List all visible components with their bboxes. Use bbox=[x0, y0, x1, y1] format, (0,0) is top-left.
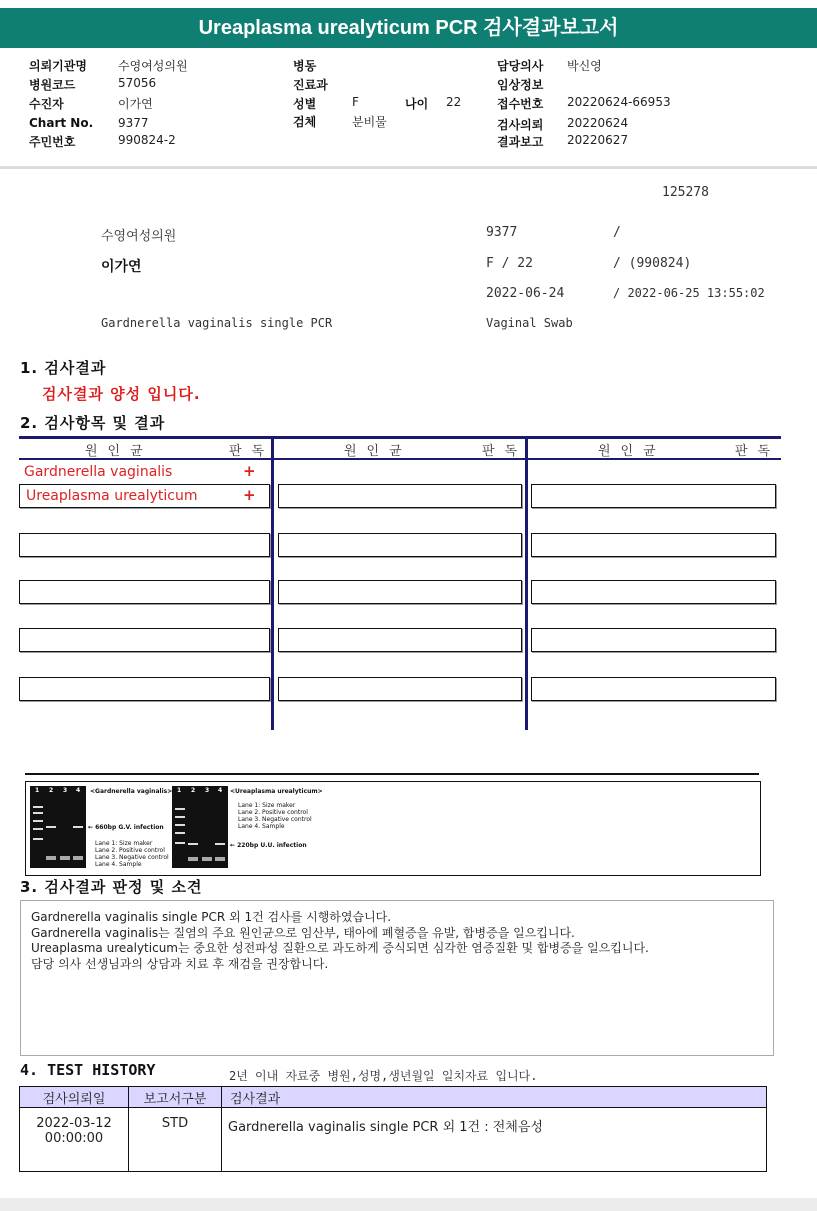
lane-label: 4 bbox=[218, 787, 223, 794]
empty-cell bbox=[19, 580, 270, 604]
gv-band-text: 660bp G.V. infection bbox=[95, 824, 164, 831]
empty-cell bbox=[278, 628, 522, 652]
value-patient: 이가연 bbox=[118, 97, 153, 111]
gv-band-label: ← 660bp G.V. infection bbox=[88, 824, 164, 831]
empty-cell bbox=[531, 580, 776, 604]
meta-date-report: / 2022-06-25 13:55:02 bbox=[613, 286, 765, 300]
gel-band bbox=[175, 842, 185, 844]
result-organism: Ureaplasma urealyticum bbox=[26, 488, 198, 504]
gel-band bbox=[46, 826, 56, 828]
gel-electrophoresis-figure bbox=[25, 781, 761, 876]
section-1-title: 1. 검사결과 bbox=[20, 359, 107, 377]
gel-band bbox=[188, 843, 198, 845]
gv-gel-image bbox=[30, 786, 86, 868]
grid-header-organism: 원인균 bbox=[598, 444, 666, 459]
meta-slash: / bbox=[613, 225, 621, 240]
value-clinic: 수영여성의원 bbox=[118, 59, 188, 73]
patient-header bbox=[0, 50, 817, 169]
label-doctor: 담당의사 bbox=[497, 59, 544, 73]
gv-legend: Lane 1: Size maker Lane 2. Positive control Lane 3. Negative control Lane 4. Sample bbox=[95, 840, 169, 868]
uu-legend: Lane 1: Size maker Lane 2. Positive control Lane 3. Negative control Lane 4. Sample bbox=[238, 802, 312, 830]
meta-chart: 9377 bbox=[486, 225, 518, 240]
gel-band bbox=[175, 832, 185, 834]
remark-line: Gardnerella vaginalis는 질염의 주요 원인균으로 임산부, 태아에 폐혈증을 유발, 합병증을 일으킵니다. bbox=[31, 926, 575, 940]
grid-header-judgement: 판독 bbox=[229, 444, 275, 459]
grid-divider-1 bbox=[271, 436, 274, 730]
uu-gel-image bbox=[172, 786, 228, 868]
label-sex: 성별 bbox=[293, 97, 317, 111]
value-report-date: 20220627 bbox=[567, 133, 629, 147]
gel-band bbox=[175, 808, 185, 810]
gel-band bbox=[215, 843, 225, 845]
value-hospital-code: 57056 bbox=[118, 76, 157, 90]
value-request-date: 20220624 bbox=[567, 116, 629, 130]
label-patient: 수진자 bbox=[29, 97, 64, 111]
gel-band bbox=[46, 856, 56, 860]
value-age: 22 bbox=[446, 95, 462, 109]
lane-label: 2 bbox=[49, 787, 54, 794]
history-date-cell bbox=[20, 1108, 129, 1172]
meta-patient: 이가연 bbox=[101, 259, 142, 275]
meta-sex-age: F / 22 bbox=[486, 256, 533, 271]
gel-band bbox=[215, 857, 225, 861]
gel-band bbox=[33, 806, 43, 808]
history-note: 2년 이내 자료중 병원,성명,생년월일 일치자료 입니다. bbox=[229, 1069, 538, 1083]
empty-cell bbox=[19, 533, 270, 557]
lane-label: 2 bbox=[191, 787, 196, 794]
label-receipt-no: 접수번호 bbox=[497, 97, 544, 111]
meta-birth: / (990824) bbox=[613, 256, 692, 271]
gel-band bbox=[175, 816, 185, 818]
section-3-title: 3. 검사결과 판정 및 소견 bbox=[20, 878, 203, 896]
remarks-box bbox=[20, 900, 774, 1056]
grid-top-line bbox=[19, 436, 781, 439]
lane-label: 3 bbox=[63, 787, 68, 794]
grid-header-organism: 원인균 bbox=[85, 444, 153, 459]
label-report-date: 결과보고 bbox=[497, 135, 544, 149]
meta-date-request: 2022-06-24 bbox=[486, 286, 565, 301]
section-4-title: 4. TEST HISTORY bbox=[20, 1061, 156, 1079]
grid-divider-2 bbox=[525, 436, 528, 730]
result-organism: Gardnerella vaginalis bbox=[24, 464, 173, 480]
section-2-title: 2. 검사항목 및 결과 bbox=[20, 414, 166, 432]
history-header-result: 검사결과 bbox=[222, 1087, 767, 1108]
value-resident-no: 990824-2 bbox=[118, 133, 176, 147]
history-row bbox=[20, 1108, 767, 1172]
label-clinic: 의뢰기관명 bbox=[29, 59, 87, 73]
meta-clinic: 수영여성의원 bbox=[101, 229, 177, 244]
remark-line: 담당 의사 선생님과의 상담과 치료 후 재검을 권장합니다. bbox=[31, 957, 329, 971]
grid-header-judgement: 판독 bbox=[735, 444, 781, 459]
gel-band bbox=[33, 820, 43, 822]
history-table bbox=[19, 1086, 767, 1172]
value-receipt-no: 20220624-66953 bbox=[567, 95, 671, 109]
label-hospital-code: 병원코드 bbox=[29, 78, 76, 92]
value-sex: F bbox=[352, 95, 359, 109]
gel-band bbox=[60, 856, 70, 860]
uu-band-label: ← 220bp U.U. infection bbox=[230, 842, 307, 849]
gel-separator bbox=[25, 773, 759, 775]
empty-cell bbox=[278, 484, 522, 508]
remark-line: Gardnerella vaginalis single PCR 외 1건 검사를 시행하였습니다. bbox=[31, 910, 392, 924]
empty-cell bbox=[19, 628, 270, 652]
value-doctor: 박신영 bbox=[567, 59, 602, 73]
gel-band bbox=[33, 838, 43, 840]
empty-cell bbox=[531, 677, 776, 701]
label-department: 진료과 bbox=[293, 78, 328, 92]
lane-label: 1 bbox=[177, 787, 182, 794]
report-id: 125278 bbox=[662, 185, 709, 200]
lane-label: 1 bbox=[35, 787, 40, 794]
grid-header-organism: 원인균 bbox=[344, 444, 412, 459]
value-chart-no: 9377 bbox=[118, 116, 149, 130]
empty-cell bbox=[19, 677, 270, 701]
empty-cell bbox=[278, 677, 522, 701]
gel-band bbox=[33, 828, 43, 830]
meta-specimen: Vaginal Swab bbox=[486, 316, 573, 330]
label-ward: 병동 bbox=[293, 59, 317, 73]
empty-cell bbox=[278, 580, 522, 604]
value-specimen: 분비물 bbox=[352, 115, 387, 129]
lane-label: 3 bbox=[205, 787, 210, 794]
gel-band bbox=[73, 856, 83, 860]
gel-band bbox=[33, 812, 43, 814]
label-request-date: 검사의뢰 bbox=[497, 118, 544, 132]
history-header-date: 검사의뢰일 bbox=[20, 1087, 129, 1108]
grid-header-judgement: 판독 bbox=[482, 444, 528, 459]
report-title: Ureaplasma urealyticum PCR 검사결과보고서 bbox=[0, 8, 817, 48]
label-clinical-info: 임상정보 bbox=[497, 78, 544, 92]
uu-band-text: 220bp U.U. infection bbox=[237, 842, 307, 849]
empty-cell bbox=[531, 628, 776, 652]
empty-cell bbox=[531, 484, 776, 508]
page-bottom-margin bbox=[0, 1198, 817, 1211]
gel-band bbox=[188, 857, 198, 861]
label-age: 나이 bbox=[405, 97, 429, 111]
history-time: 00:00:00 bbox=[44, 1131, 104, 1146]
empty-cell bbox=[531, 533, 776, 557]
label-chart-no: Chart No. bbox=[29, 116, 94, 130]
uu-gel-title: <Ureaplasma urealyticum> bbox=[230, 788, 323, 795]
result-sign: + bbox=[243, 486, 256, 504]
result-sign: + bbox=[243, 462, 256, 480]
empty-cell bbox=[278, 533, 522, 557]
label-resident-no: 주민번호 bbox=[29, 135, 76, 149]
history-result: Gardnerella vaginalis single PCR 외 1건 : 전체음성 bbox=[222, 1108, 767, 1172]
gel-band bbox=[175, 824, 185, 826]
history-type: STD bbox=[129, 1108, 222, 1172]
gel-band bbox=[73, 826, 83, 828]
gv-gel-title: <Gardnerella vaginalis> bbox=[90, 788, 173, 795]
label-specimen: 검체 bbox=[293, 115, 317, 129]
history-date: 2022-03-12 bbox=[36, 1116, 112, 1131]
lane-label: 4 bbox=[76, 787, 81, 794]
gel-band bbox=[202, 857, 212, 861]
meta-test-name: Gardnerella vaginalis single PCR bbox=[101, 316, 333, 330]
history-header-type: 보고서구분 bbox=[129, 1087, 222, 1108]
positive-result: 검사결과 양성 입니다. bbox=[42, 385, 201, 403]
remark-line: Ureaplasma urealyticum는 중요한 성전파성 질환으로 과도하게 증식되면 심각한 염증질환 및 합병증을 일으킵니다. bbox=[31, 941, 649, 955]
